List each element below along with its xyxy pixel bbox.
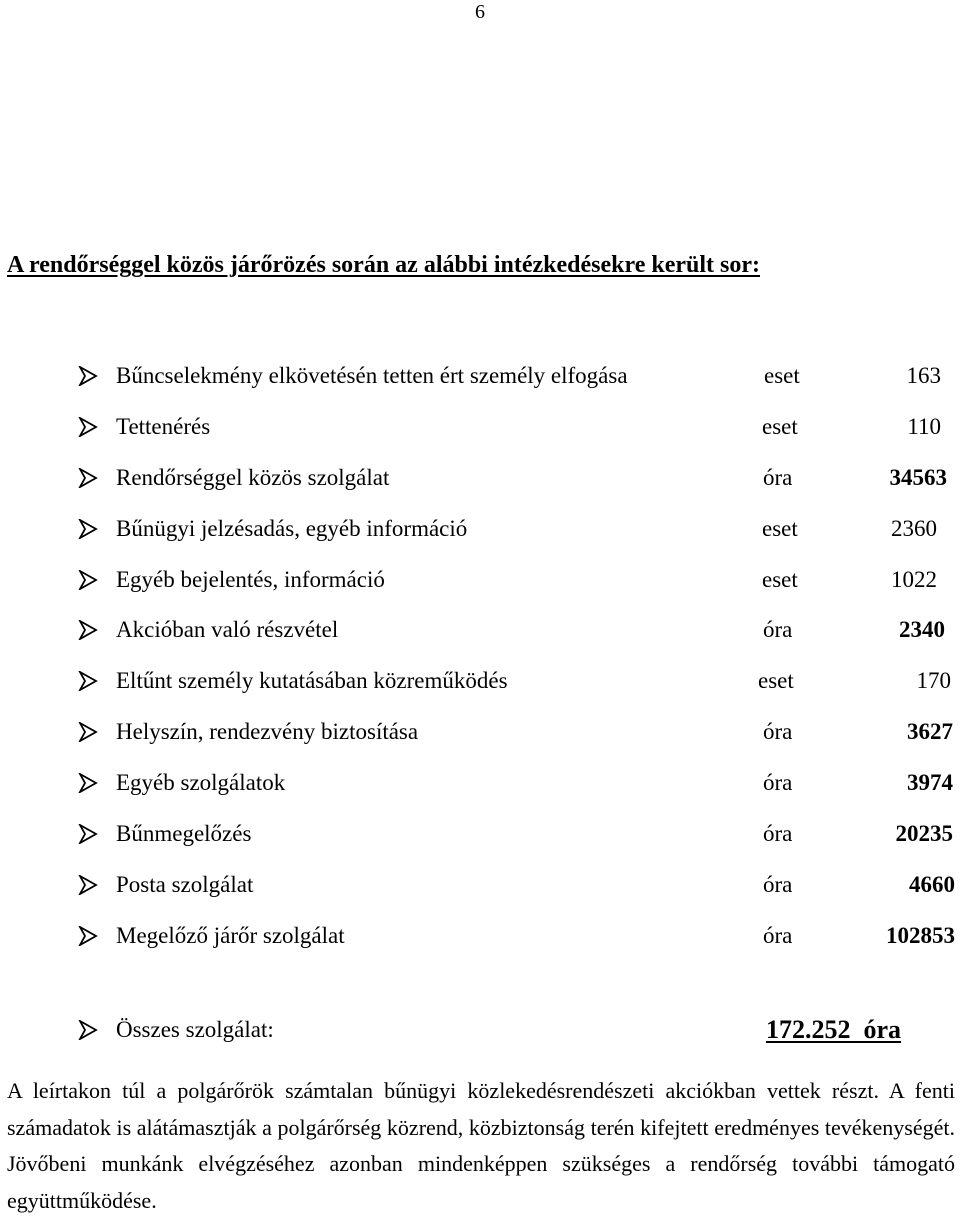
arrow-bullet-icon (78, 773, 98, 793)
item-unit: eset (762, 566, 798, 592)
activity-list (0, 354, 960, 965)
list-item (0, 608, 960, 659)
total-row (0, 1008, 960, 1052)
total-value: 172.252 óra (766, 1015, 902, 1044)
item-value: 110 (907, 413, 941, 439)
item-value: 4660 (909, 871, 955, 897)
arrow-bullet-icon (78, 722, 98, 742)
item-unit: eset (762, 515, 798, 541)
list-item (0, 558, 960, 609)
item-unit: óra (763, 770, 793, 796)
item-unit: óra (763, 821, 793, 847)
item-unit: óra (763, 922, 793, 948)
item-value: 102853 (886, 922, 955, 948)
section-heading: A rendőrséggel közös járőrözés során az alábbi intézkedésekre került sor: (7, 252, 761, 278)
item-label: Akcióban való részvétel (116, 617, 339, 643)
list-item (0, 456, 960, 507)
list-item (0, 710, 960, 761)
item-unit: eset (758, 668, 794, 694)
arrow-bullet-icon (78, 926, 98, 946)
item-value: 170 (916, 668, 951, 694)
closing-paragraph: A leírtakon túl a polgárőrök számtalan bűnügyi közlekedésrendészeti akciókban vettek részt. A fenti számadatok is alátámasztják a polgárőrség közrend, közbiztonság terén kifejtett eredményes tevékenységét. Jövőbeni munkánk elvégzéséhez azonban mindenképpen szükséges a rendőrség további támogató együttműködése. (7, 1078, 955, 1213)
item-unit: eset (762, 413, 798, 439)
list-item (0, 405, 960, 456)
arrow-bullet-icon (78, 570, 98, 590)
arrow-bullet-icon (78, 366, 98, 386)
item-label: Rendőrséggel közös szolgálat (116, 464, 390, 490)
item-value: 3627 (907, 719, 953, 745)
list-item (0, 507, 960, 558)
item-label: Megelőző járőr szolgálat (116, 922, 345, 948)
total-label: Összes szolgálat: (116, 1017, 274, 1042)
item-unit: óra (763, 719, 793, 745)
item-value: 2360 (891, 515, 937, 541)
list-item (0, 761, 960, 812)
item-unit: eset (764, 363, 800, 388)
item-unit: óra (763, 871, 793, 897)
arrow-bullet-icon (78, 417, 98, 437)
item-label: Egyéb bejelentés, információ (116, 566, 385, 592)
item-unit: óra (763, 464, 793, 490)
item-label: Eltűnt személy kutatásában közreműködés (116, 668, 508, 694)
item-value: 1022 (891, 566, 937, 592)
item-value: 20235 (895, 821, 953, 847)
item-value: 3974 (907, 770, 953, 796)
arrow-bullet-icon (78, 468, 98, 488)
list-item (0, 863, 960, 914)
page-number: 6 (475, 1, 485, 23)
item-value: 163 (906, 363, 941, 388)
item-label: Egyéb szolgálatok (116, 770, 286, 796)
item-label: Posta szolgálat (116, 871, 254, 897)
item-label: Bűnmegelőzés (116, 821, 252, 847)
item-value: 2340 (899, 617, 945, 643)
list-item (0, 914, 960, 965)
item-label: Bűncselekmény elkövetésén tetten ért személy elfogása (116, 363, 628, 388)
arrow-bullet-icon (78, 824, 98, 844)
arrow-bullet-icon (78, 519, 98, 539)
arrow-bullet-icon (78, 620, 98, 640)
item-label: Tettenérés (116, 413, 211, 439)
arrow-bullet-icon (78, 671, 98, 691)
item-label: Helyszín, rendezvény biztosítása (116, 719, 419, 745)
list-item (0, 812, 960, 863)
arrow-bullet-icon (78, 875, 98, 895)
item-value: 34563 (889, 464, 947, 490)
arrow-bullet-icon (78, 1020, 98, 1040)
item-label: Bűnügyi jelzésadás, egyéb információ (116, 515, 468, 541)
list-item (0, 354, 960, 405)
item-unit: óra (763, 617, 793, 643)
list-item (0, 659, 960, 710)
